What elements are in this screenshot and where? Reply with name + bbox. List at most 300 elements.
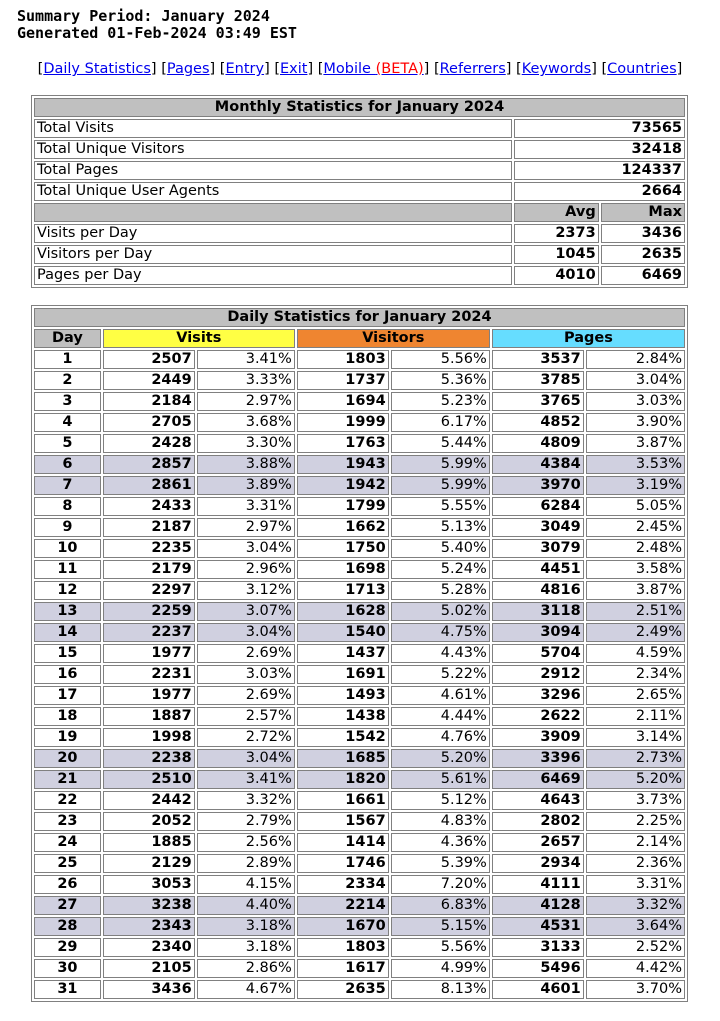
pages-cell: 2802 bbox=[492, 812, 584, 831]
pages-pct-cell: 2.52% bbox=[586, 938, 685, 957]
pages-pct-cell: 2.45% bbox=[586, 518, 685, 537]
monthly-total-row bbox=[34, 182, 685, 201]
visits-pct-cell: 2.69% bbox=[197, 686, 295, 705]
visits-cell: 2433 bbox=[103, 497, 195, 516]
pages-pct-cell: 3.32% bbox=[586, 896, 685, 915]
visits-pct-cell: 3.03% bbox=[197, 665, 295, 684]
visitors-pct-cell: 5.99% bbox=[391, 455, 490, 474]
day-cell: 28 bbox=[34, 917, 101, 936]
visits-cell: 2705 bbox=[103, 413, 195, 432]
visits-pct-cell: 3.32% bbox=[197, 791, 295, 810]
visits-pct-cell: 3.04% bbox=[197, 749, 295, 768]
table-row bbox=[34, 665, 685, 684]
pages-pct-cell: 5.20% bbox=[586, 770, 685, 789]
pages-pct-cell: 2.65% bbox=[586, 686, 685, 705]
visits-cell: 2861 bbox=[103, 476, 195, 495]
visitors-cell: 1691 bbox=[297, 665, 389, 684]
table-row bbox=[34, 812, 685, 831]
visits-cell: 1885 bbox=[103, 833, 195, 852]
pages-cell: 4852 bbox=[492, 413, 584, 432]
monthly-per-day-row bbox=[34, 245, 685, 264]
day-cell: 21 bbox=[34, 770, 101, 789]
daily-column-headers bbox=[34, 329, 685, 348]
table-row bbox=[34, 518, 685, 537]
nav-referrers[interactable]: Referrers bbox=[439, 61, 506, 77]
pages-cell: 2622 bbox=[492, 707, 584, 726]
pages-pct-cell: 2.25% bbox=[586, 812, 685, 831]
pages-cell: 6284 bbox=[492, 497, 584, 516]
visitors-cell: 1567 bbox=[297, 812, 389, 831]
pages-cell: 5496 bbox=[492, 959, 584, 978]
pages-cell: 3296 bbox=[492, 686, 584, 705]
pages-cell: 3049 bbox=[492, 518, 584, 537]
pages-cell: 4128 bbox=[492, 896, 584, 915]
table-row bbox=[34, 455, 685, 474]
visits-pct-cell: 3.07% bbox=[197, 602, 295, 621]
day-cell: 14 bbox=[34, 623, 101, 642]
visitors-pct-cell: 5.22% bbox=[391, 665, 490, 684]
visits-cell: 1977 bbox=[103, 686, 195, 705]
day-cell: 11 bbox=[34, 560, 101, 579]
visits-cell: 1977 bbox=[103, 644, 195, 663]
day-cell: 15 bbox=[34, 644, 101, 663]
visits-cell: 3238 bbox=[103, 896, 195, 915]
pages-pct-cell: 2.11% bbox=[586, 707, 685, 726]
pages-cell: 4643 bbox=[492, 791, 584, 810]
day-cell: 26 bbox=[34, 875, 101, 894]
table-row bbox=[34, 413, 685, 432]
visits-cell: 3053 bbox=[103, 875, 195, 894]
day-cell: 13 bbox=[34, 602, 101, 621]
visitors-pct-cell: 4.76% bbox=[391, 728, 490, 747]
pages-cell: 3094 bbox=[492, 623, 584, 642]
visitors-pct-cell: 5.40% bbox=[391, 539, 490, 558]
visitors-pct-cell: 5.36% bbox=[391, 371, 490, 390]
nav-entry[interactable]: Entry bbox=[225, 61, 265, 77]
visitors-cell: 1999 bbox=[297, 413, 389, 432]
pages-pct-cell: 4.42% bbox=[586, 959, 685, 978]
visits-pct-cell: 2.86% bbox=[197, 959, 295, 978]
day-cell: 22 bbox=[34, 791, 101, 810]
max-header: Max bbox=[601, 203, 685, 222]
day-cell: 5 bbox=[34, 434, 101, 453]
visits-cell: 2442 bbox=[103, 791, 195, 810]
visits-pct-cell: 3.18% bbox=[197, 917, 295, 936]
visits-pct-cell: 3.18% bbox=[197, 938, 295, 957]
visitors-cell: 1438 bbox=[297, 707, 389, 726]
monthly-total-row bbox=[34, 119, 685, 138]
avg-header: Avg bbox=[514, 203, 598, 222]
visitors-cell: 1698 bbox=[297, 560, 389, 579]
table-row bbox=[34, 749, 685, 768]
pages-cell: 4809 bbox=[492, 434, 584, 453]
visitors-pct-cell: 5.20% bbox=[391, 749, 490, 768]
visits-cell: 1887 bbox=[103, 707, 195, 726]
day-cell: 25 bbox=[34, 854, 101, 873]
visits-cell: 2052 bbox=[103, 812, 195, 831]
visitors-cell: 1943 bbox=[297, 455, 389, 474]
visits-cell: 2179 bbox=[103, 560, 195, 579]
visits-pct-cell: 3.88% bbox=[197, 455, 295, 474]
generated-timestamp: Generated 01-Feb-2024 03:49 EST bbox=[17, 24, 297, 42]
nav-mobile-label: Mobile bbox=[323, 61, 376, 77]
pages-pct-cell: 2.73% bbox=[586, 749, 685, 768]
pages-cell: 4384 bbox=[492, 455, 584, 474]
visitors-cell: 1628 bbox=[297, 602, 389, 621]
day-cell: 3 bbox=[34, 392, 101, 411]
table-row bbox=[34, 602, 685, 621]
visitors-pct-cell: 5.61% bbox=[391, 770, 490, 789]
day-cell: 29 bbox=[34, 938, 101, 957]
table-row bbox=[34, 917, 685, 936]
visitors-cell: 1685 bbox=[297, 749, 389, 768]
pages-pct-cell: 2.48% bbox=[586, 539, 685, 558]
monthly-total-value: 124337 bbox=[514, 161, 685, 180]
table-row bbox=[34, 791, 685, 810]
pages-cell: 3785 bbox=[492, 371, 584, 390]
visitors-pct-cell: 4.36% bbox=[391, 833, 490, 852]
per-day-label: Pages per Day bbox=[34, 266, 512, 285]
visits-pct-cell: 2.56% bbox=[197, 833, 295, 852]
table-row bbox=[34, 686, 685, 705]
pages-cell: 3133 bbox=[492, 938, 584, 957]
pages-pct-cell: 5.05% bbox=[586, 497, 685, 516]
visitors-cell: 1803 bbox=[297, 350, 389, 369]
pages-pct-cell: 3.64% bbox=[586, 917, 685, 936]
day-cell: 1 bbox=[34, 350, 101, 369]
visits-pct-cell: 3.68% bbox=[197, 413, 295, 432]
table-row bbox=[34, 896, 685, 915]
per-day-max: 2635 bbox=[601, 245, 685, 264]
pages-pct-cell: 2.49% bbox=[586, 623, 685, 642]
day-cell: 31 bbox=[34, 980, 101, 999]
table-row bbox=[34, 728, 685, 747]
table-row bbox=[34, 707, 685, 726]
visits-cell: 2449 bbox=[103, 371, 195, 390]
visits-pct-cell: 3.04% bbox=[197, 539, 295, 558]
day-cell: 27 bbox=[34, 896, 101, 915]
monthly-per-day-row bbox=[34, 266, 685, 285]
visitors-column-header: Visitors bbox=[297, 329, 490, 348]
pages-cell: 2934 bbox=[492, 854, 584, 873]
visitors-pct-cell: 5.13% bbox=[391, 518, 490, 537]
per-day-avg: 1045 bbox=[514, 245, 598, 264]
visits-pct-cell: 3.41% bbox=[197, 770, 295, 789]
pages-cell: 4111 bbox=[492, 875, 584, 894]
pages-cell: 3118 bbox=[492, 602, 584, 621]
visits-cell: 2343 bbox=[103, 917, 195, 936]
pages-pct-cell: 3.70% bbox=[586, 980, 685, 999]
monthly-total-label: Total Unique Visitors bbox=[34, 140, 512, 159]
visits-pct-cell: 4.15% bbox=[197, 875, 295, 894]
table-row bbox=[34, 875, 685, 894]
visitors-pct-cell: 6.83% bbox=[391, 896, 490, 915]
table-row bbox=[34, 623, 685, 642]
visitors-cell: 1670 bbox=[297, 917, 389, 936]
visits-pct-cell: 2.89% bbox=[197, 854, 295, 873]
visitors-pct-cell: 4.43% bbox=[391, 644, 490, 663]
visits-cell: 1998 bbox=[103, 728, 195, 747]
pages-pct-cell: 3.31% bbox=[586, 875, 685, 894]
visitors-cell: 1414 bbox=[297, 833, 389, 852]
pages-pct-cell: 3.19% bbox=[586, 476, 685, 495]
pages-cell: 5704 bbox=[492, 644, 584, 663]
per-day-label: Visits per Day bbox=[34, 224, 512, 243]
visitors-pct-cell: 4.75% bbox=[391, 623, 490, 642]
summary-period: Summary Period: January 2024 bbox=[17, 7, 270, 25]
pages-pct-cell: 3.53% bbox=[586, 455, 685, 474]
pages-pct-cell: 3.04% bbox=[586, 371, 685, 390]
table-row bbox=[34, 434, 685, 453]
pages-cell: 4816 bbox=[492, 581, 584, 600]
day-cell: 16 bbox=[34, 665, 101, 684]
visitors-pct-cell: 4.61% bbox=[391, 686, 490, 705]
table-row bbox=[34, 644, 685, 663]
per-day-max: 6469 bbox=[601, 266, 685, 285]
visits-cell: 2184 bbox=[103, 392, 195, 411]
visitors-pct-cell: 4.99% bbox=[391, 959, 490, 978]
visits-pct-cell: 2.72% bbox=[197, 728, 295, 747]
table-row bbox=[34, 833, 685, 852]
visitors-pct-cell: 5.23% bbox=[391, 392, 490, 411]
nav-pages[interactable]: Pages bbox=[166, 61, 210, 77]
visitors-cell: 1799 bbox=[297, 497, 389, 516]
pages-cell: 2657 bbox=[492, 833, 584, 852]
pages-cell: 2912 bbox=[492, 665, 584, 684]
nav-exit[interactable]: Exit bbox=[280, 61, 308, 77]
visitors-pct-cell: 5.39% bbox=[391, 854, 490, 873]
visitors-pct-cell: 8.13% bbox=[391, 980, 490, 999]
visitors-cell: 1750 bbox=[297, 539, 389, 558]
visitors-pct-cell: 4.83% bbox=[391, 812, 490, 831]
pages-pct-cell: 3.73% bbox=[586, 791, 685, 810]
report-nav: [Daily Statistics] [Pages] [Entry] [Exit] [Mobile (BETA)] [Referrers] [Keywords] [Countries] bbox=[37, 61, 683, 77]
visitors-cell: 1820 bbox=[297, 770, 389, 789]
day-cell: 20 bbox=[34, 749, 101, 768]
visits-pct-cell: 3.89% bbox=[197, 476, 295, 495]
visitors-pct-cell: 7.20% bbox=[391, 875, 490, 894]
visitors-pct-cell: 4.44% bbox=[391, 707, 490, 726]
nav-keywords[interactable]: Keywords bbox=[521, 61, 592, 77]
pages-column-header: Pages bbox=[492, 329, 685, 348]
pages-pct-cell: 2.36% bbox=[586, 854, 685, 873]
visitors-pct-cell: 5.24% bbox=[391, 560, 490, 579]
table-row bbox=[34, 938, 685, 957]
pages-pct-cell: 4.59% bbox=[586, 644, 685, 663]
visitors-cell: 1437 bbox=[297, 644, 389, 663]
visitors-pct-cell: 5.99% bbox=[391, 476, 490, 495]
day-cell: 23 bbox=[34, 812, 101, 831]
table-row bbox=[34, 959, 685, 978]
daily-title: Daily Statistics for January 2024 bbox=[34, 308, 685, 327]
visitors-cell: 2635 bbox=[297, 980, 389, 999]
visitors-pct-cell: 5.28% bbox=[391, 581, 490, 600]
monthly-total-label: Total Unique User Agents bbox=[34, 182, 512, 201]
visits-cell: 2510 bbox=[103, 770, 195, 789]
pages-pct-cell: 3.90% bbox=[586, 413, 685, 432]
pages-cell: 3970 bbox=[492, 476, 584, 495]
visits-cell: 2187 bbox=[103, 518, 195, 537]
visitors-cell: 2214 bbox=[297, 896, 389, 915]
day-column-header: Day bbox=[34, 329, 101, 348]
visits-pct-cell: 3.04% bbox=[197, 623, 295, 642]
visits-pct-cell: 2.79% bbox=[197, 812, 295, 831]
daily-rows bbox=[34, 350, 685, 999]
monthly-total-value: 2664 bbox=[514, 182, 685, 201]
day-cell: 8 bbox=[34, 497, 101, 516]
monthly-total-value: 73565 bbox=[514, 119, 685, 138]
pages-cell: 3079 bbox=[492, 539, 584, 558]
nav-mobile[interactable] bbox=[323, 61, 423, 77]
table-row bbox=[34, 539, 685, 558]
pages-pct-cell: 3.03% bbox=[586, 392, 685, 411]
day-cell: 9 bbox=[34, 518, 101, 537]
pages-pct-cell: 2.34% bbox=[586, 665, 685, 684]
nav-countries[interactable]: Countries bbox=[607, 61, 677, 77]
visitors-cell: 1662 bbox=[297, 518, 389, 537]
visitors-cell: 1540 bbox=[297, 623, 389, 642]
pages-pct-cell: 2.51% bbox=[586, 602, 685, 621]
table-row bbox=[34, 350, 685, 369]
table-row bbox=[34, 560, 685, 579]
visits-pct-cell: 3.41% bbox=[197, 350, 295, 369]
monthly-per-day-row bbox=[34, 224, 685, 243]
day-cell: 7 bbox=[34, 476, 101, 495]
visitors-cell: 1737 bbox=[297, 371, 389, 390]
visitors-cell: 1746 bbox=[297, 854, 389, 873]
daily-statistics-table bbox=[31, 305, 688, 1002]
visits-pct-cell: 3.30% bbox=[197, 434, 295, 453]
report-header bbox=[17, 8, 297, 42]
visits-cell: 2259 bbox=[103, 602, 195, 621]
day-cell: 24 bbox=[34, 833, 101, 852]
day-cell: 4 bbox=[34, 413, 101, 432]
pages-cell: 4531 bbox=[492, 917, 584, 936]
monthly-title: Monthly Statistics for January 2024 bbox=[34, 98, 685, 117]
visits-cell: 2231 bbox=[103, 665, 195, 684]
visits-cell: 2297 bbox=[103, 581, 195, 600]
visitors-pct-cell: 5.15% bbox=[391, 917, 490, 936]
visits-cell: 3436 bbox=[103, 980, 195, 999]
pages-cell: 3396 bbox=[492, 749, 584, 768]
visitors-cell: 1713 bbox=[297, 581, 389, 600]
visitors-pct-cell: 5.44% bbox=[391, 434, 490, 453]
pages-pct-cell: 3.87% bbox=[586, 434, 685, 453]
monthly-total-label: Total Visits bbox=[34, 119, 512, 138]
table-row bbox=[34, 980, 685, 999]
visitors-pct-cell: 5.02% bbox=[391, 602, 490, 621]
visits-column-header: Visits bbox=[103, 329, 295, 348]
visits-cell: 2105 bbox=[103, 959, 195, 978]
day-cell: 30 bbox=[34, 959, 101, 978]
visitors-cell: 2334 bbox=[297, 875, 389, 894]
monthly-total-row bbox=[34, 140, 685, 159]
monthly-spacer-cell bbox=[34, 203, 512, 222]
visits-pct-cell: 2.57% bbox=[197, 707, 295, 726]
table-row bbox=[34, 371, 685, 390]
visitors-cell: 1763 bbox=[297, 434, 389, 453]
monthly-avg-max-header bbox=[34, 203, 685, 222]
table-row bbox=[34, 497, 685, 516]
monthly-total-row bbox=[34, 161, 685, 180]
pages-cell: 4451 bbox=[492, 560, 584, 579]
table-row bbox=[34, 770, 685, 789]
pages-pct-cell: 2.14% bbox=[586, 833, 685, 852]
visitors-pct-cell: 5.56% bbox=[391, 938, 490, 957]
per-day-avg: 2373 bbox=[514, 224, 598, 243]
visitors-pct-cell: 5.55% bbox=[391, 497, 490, 516]
per-day-label: Visitors per Day bbox=[34, 245, 512, 264]
day-cell: 6 bbox=[34, 455, 101, 474]
pages-pct-cell: 3.58% bbox=[586, 560, 685, 579]
visits-cell: 2507 bbox=[103, 350, 195, 369]
visits-cell: 2857 bbox=[103, 455, 195, 474]
visitors-cell: 1942 bbox=[297, 476, 389, 495]
day-cell: 18 bbox=[34, 707, 101, 726]
pages-pct-cell: 2.84% bbox=[586, 350, 685, 369]
visitors-pct-cell: 6.17% bbox=[391, 413, 490, 432]
visits-pct-cell: 2.69% bbox=[197, 644, 295, 663]
monthly-total-label: Total Pages bbox=[34, 161, 512, 180]
visitors-cell: 1803 bbox=[297, 938, 389, 957]
pages-cell: 4601 bbox=[492, 980, 584, 999]
visits-cell: 2237 bbox=[103, 623, 195, 642]
visits-cell: 2129 bbox=[103, 854, 195, 873]
pages-cell: 3765 bbox=[492, 392, 584, 411]
visitors-cell: 1617 bbox=[297, 959, 389, 978]
day-cell: 19 bbox=[34, 728, 101, 747]
nav-daily-statistics[interactable]: Daily Statistics bbox=[43, 61, 151, 77]
table-row bbox=[34, 392, 685, 411]
pages-pct-cell: 3.87% bbox=[586, 581, 685, 600]
visitors-cell: 1542 bbox=[297, 728, 389, 747]
table-row bbox=[34, 854, 685, 873]
visits-cell: 2428 bbox=[103, 434, 195, 453]
visitors-pct-cell: 5.12% bbox=[391, 791, 490, 810]
visitors-cell: 1694 bbox=[297, 392, 389, 411]
day-cell: 17 bbox=[34, 686, 101, 705]
visits-cell: 2238 bbox=[103, 749, 195, 768]
monthly-total-value: 32418 bbox=[514, 140, 685, 159]
day-cell: 12 bbox=[34, 581, 101, 600]
visits-pct-cell: 2.97% bbox=[197, 392, 295, 411]
visits-pct-cell: 4.67% bbox=[197, 980, 295, 999]
visitors-cell: 1661 bbox=[297, 791, 389, 810]
visits-pct-cell: 3.31% bbox=[197, 497, 295, 516]
visits-pct-cell: 3.12% bbox=[197, 581, 295, 600]
visits-cell: 2340 bbox=[103, 938, 195, 957]
visitors-pct-cell: 5.56% bbox=[391, 350, 490, 369]
pages-cell: 3537 bbox=[492, 350, 584, 369]
table-row bbox=[34, 581, 685, 600]
pages-pct-cell: 3.14% bbox=[586, 728, 685, 747]
monthly-statistics-table bbox=[31, 95, 688, 288]
pages-cell: 6469 bbox=[492, 770, 584, 789]
table-row bbox=[34, 476, 685, 495]
visits-pct-cell: 4.40% bbox=[197, 896, 295, 915]
day-cell: 10 bbox=[34, 539, 101, 558]
visits-cell: 2235 bbox=[103, 539, 195, 558]
per-day-avg: 4010 bbox=[514, 266, 598, 285]
visits-pct-cell: 2.97% bbox=[197, 518, 295, 537]
visits-pct-cell: 3.33% bbox=[197, 371, 295, 390]
pages-cell: 3909 bbox=[492, 728, 584, 747]
day-cell: 2 bbox=[34, 371, 101, 390]
visits-pct-cell: 2.96% bbox=[197, 560, 295, 579]
visitors-cell: 1493 bbox=[297, 686, 389, 705]
per-day-max: 3436 bbox=[601, 224, 685, 243]
nav-mobile-beta: (BETA) bbox=[375, 61, 424, 77]
